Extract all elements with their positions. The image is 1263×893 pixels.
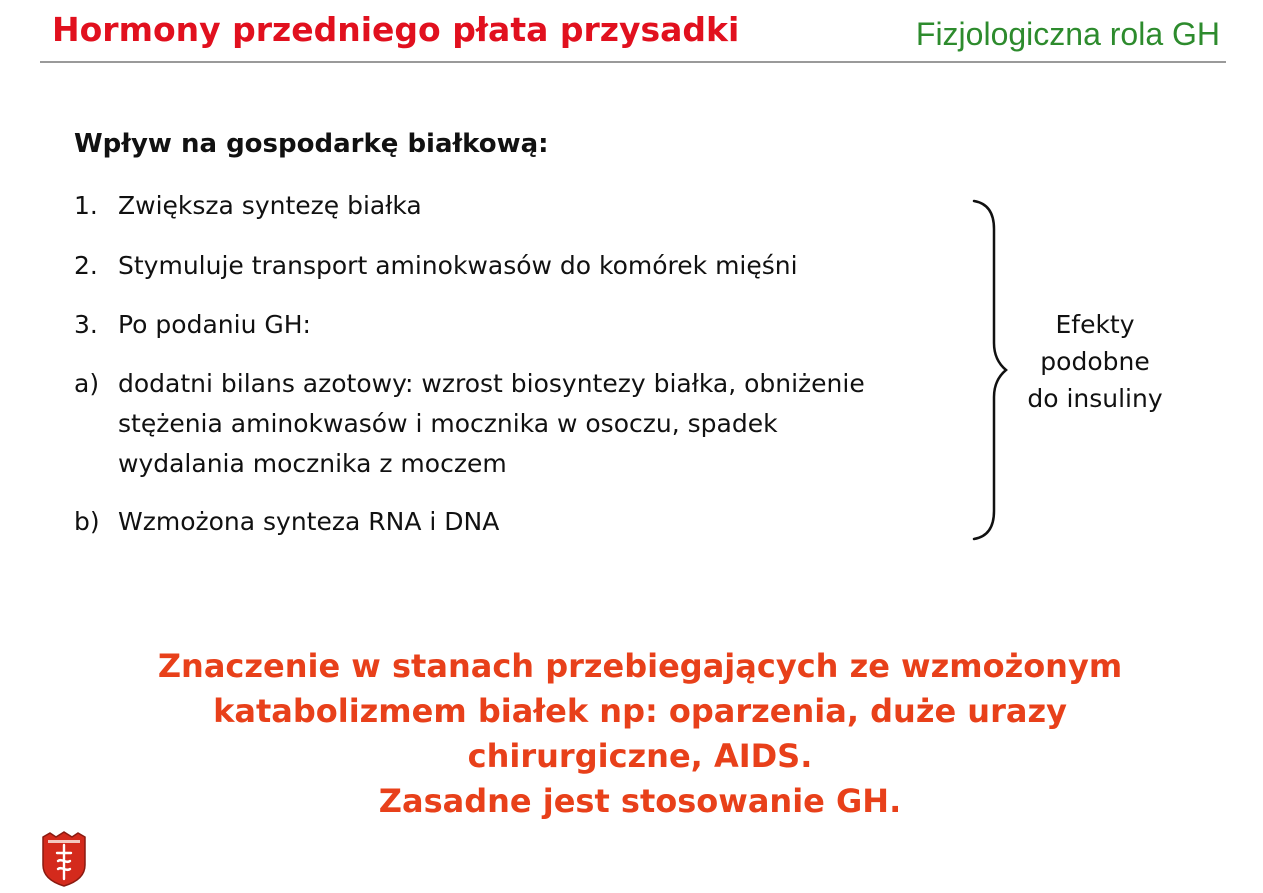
university-crest-icon [40, 831, 88, 887]
header-divider [40, 61, 1226, 63]
conclusion-text [60, 644, 1220, 824]
list-item [74, 305, 311, 345]
list-item [74, 186, 422, 226]
conclusion-line: Zasadne jest stosowanie GH. [378, 782, 902, 820]
list-item-line: stężenia aminokwasów i mocznika w osoczu, spadek [118, 409, 778, 438]
list-marker: 1. [74, 191, 98, 220]
conclusion-line: Znaczenie w stanach przebiegających ze wzmożonym [157, 647, 1123, 685]
list-marker: b) [74, 507, 100, 536]
brace-label-line: podobne [1040, 347, 1150, 376]
section-heading: Wpływ na gospodarkę białkową: [74, 129, 549, 159]
brace-label-line: do insuliny [1027, 384, 1163, 413]
conclusion-line: katabolizmem białek np: oparzenia, duże urazy [213, 692, 1067, 730]
list-marker: 3. [74, 310, 98, 339]
list-item-text: Zwiększa syntezę białka [118, 191, 422, 220]
list-marker: 2. [74, 251, 98, 280]
right-brace-icon [970, 195, 1010, 545]
list-item [74, 246, 798, 286]
conclusion-line: chirurgiczne, AIDS. [467, 737, 813, 775]
list-item-text: Stymuluje transport aminokwasów do komórek mięśni [118, 251, 798, 280]
list-item [74, 364, 865, 484]
slide-title: Hormony przedniego płata przysadki [52, 10, 740, 49]
list-item-text: Wzmożona synteza RNA i DNA [118, 507, 500, 536]
brace-label [1010, 306, 1180, 417]
list-item-line: wydalania mocznika z moczem [118, 449, 507, 478]
slide-subtitle: Fizjologiczna rola GH [915, 16, 1220, 52]
list-item-line: dodatni bilans azotowy: wzrost biosyntezy białka, obniżenie [118, 369, 865, 398]
list-item-text: Po podaniu GH: [118, 310, 311, 339]
brace-label-line: Efekty [1055, 310, 1135, 339]
list-marker: a) [74, 369, 100, 398]
list-item-text [118, 364, 865, 484]
list-item [74, 502, 499, 542]
